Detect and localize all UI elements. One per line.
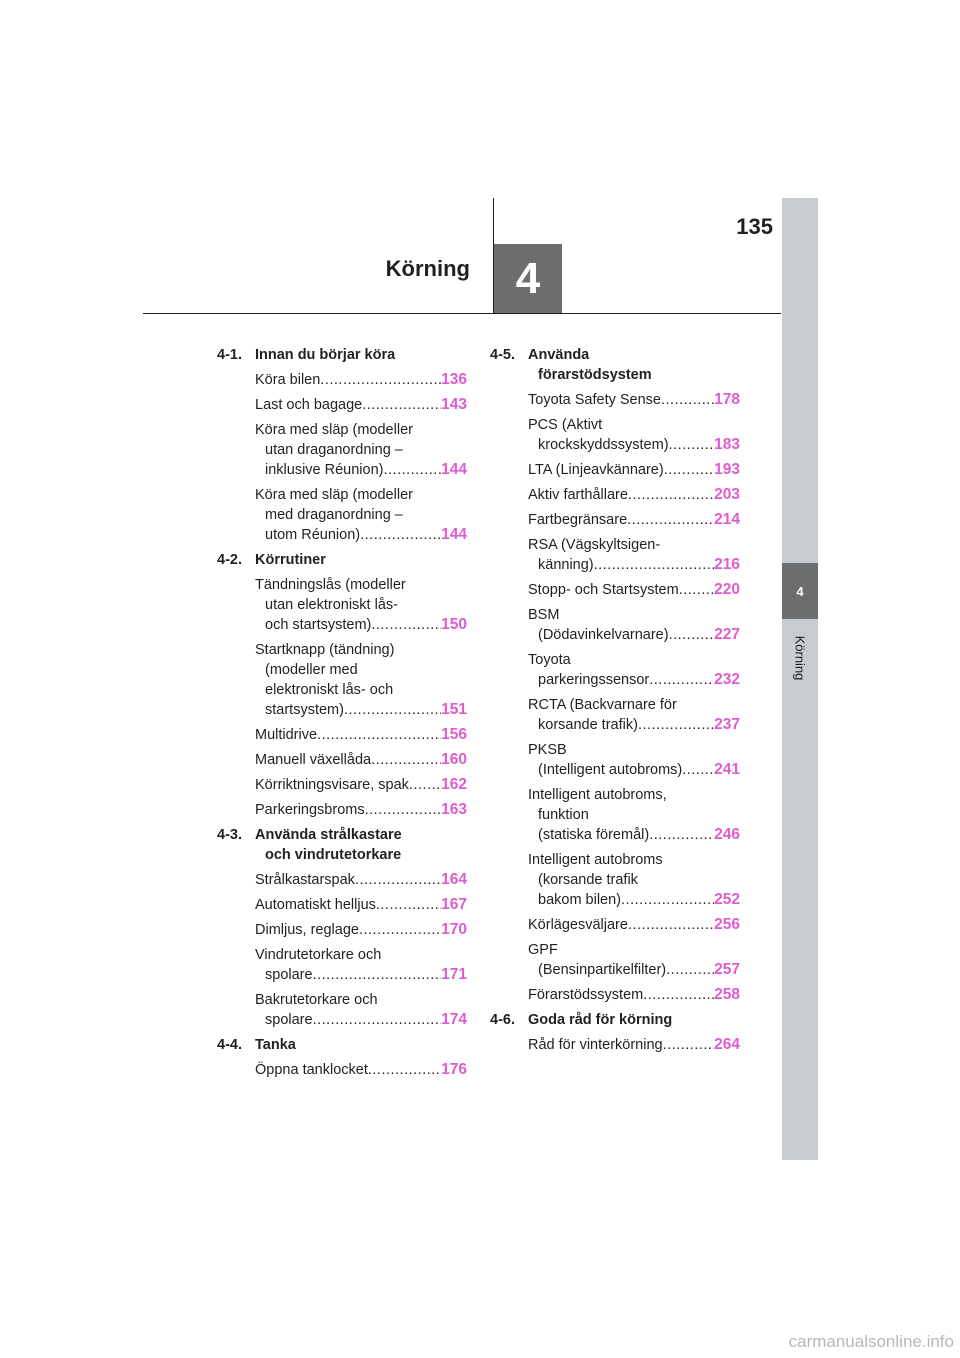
toc-section-title-line: förarstödsystem	[538, 367, 652, 383]
toc-page-link[interactable]: 237	[714, 716, 740, 733]
toc-entry[interactable]	[255, 895, 467, 915]
toc-entry[interactable]	[255, 990, 467, 1030]
toc-entry[interactable]	[528, 1035, 740, 1055]
dot-leader	[313, 965, 442, 985]
toc-page-link[interactable]: 151	[441, 701, 467, 718]
toc-entry-text: Parkeringsbroms	[255, 802, 365, 818]
toc-page-link[interactable]: 167	[441, 896, 467, 913]
dot-leader	[383, 460, 441, 480]
dot-leader	[638, 715, 714, 735]
toc-entry-line	[528, 740, 740, 760]
toc-entry[interactable]	[528, 460, 740, 480]
dot-leader	[661, 390, 714, 410]
toc-page-link[interactable]: 156	[441, 726, 467, 743]
toc-page-link[interactable]: 246	[714, 826, 740, 843]
toc-entry-line	[528, 1035, 740, 1055]
dot-leader	[621, 890, 714, 910]
toc-entry-line	[528, 715, 740, 735]
toc-entry-line	[528, 435, 740, 455]
toc-page-link[interactable]: 174	[441, 1011, 467, 1028]
toc-entry[interactable]	[528, 740, 740, 780]
toc-entry-text: Multidrive	[255, 727, 318, 743]
dot-leader	[368, 1060, 441, 1080]
toc-entry-text: Körriktningsvisare, spak	[255, 777, 409, 793]
dot-leader	[664, 460, 714, 480]
toc-entry-text: RCTA (Backvarnare för	[528, 697, 677, 713]
dot-leader	[313, 1010, 442, 1030]
toc-entry-line	[528, 390, 740, 410]
toc-entry-line	[528, 825, 740, 845]
toc-page-link[interactable]: 203	[714, 486, 740, 503]
toc-page-link[interactable]: 183	[714, 436, 740, 453]
toc-page-link[interactable]: 220	[714, 581, 740, 598]
dot-leader	[666, 960, 714, 980]
dot-leader	[362, 395, 441, 415]
toc-entry[interactable]	[255, 750, 467, 770]
toc-entry[interactable]	[528, 415, 740, 455]
toc-page-link[interactable]: 150	[441, 616, 467, 633]
toc-entry-line	[528, 510, 740, 530]
side-chapter-tab[interactable]: 4	[782, 563, 818, 619]
toc-entry-line	[528, 415, 740, 435]
dot-leader	[669, 435, 715, 455]
toc-entry-line	[528, 605, 740, 625]
toc-section-heading	[217, 345, 467, 365]
toc-entry-text: (modeller med	[265, 662, 358, 678]
toc-entry-line	[255, 505, 467, 525]
toc-entry[interactable]	[528, 695, 740, 735]
watermark: carmanualsonline.info	[788, 1332, 954, 1351]
toc-page-link[interactable]: 241	[714, 761, 740, 778]
dot-leader	[679, 580, 714, 600]
toc-entry-line	[255, 575, 467, 595]
toc-section-number: 4-3.	[217, 827, 242, 843]
toc-section-heading	[217, 825, 467, 865]
toc-entry[interactable]	[528, 785, 740, 845]
toc-entry-text: Last och bagage	[255, 397, 363, 413]
chapter-number-box: 4	[494, 244, 562, 313]
dot-leader	[409, 775, 441, 795]
toc-entry-line	[255, 640, 467, 660]
toc-page-link[interactable]: 164	[441, 871, 467, 888]
dot-leader	[359, 920, 441, 940]
toc-entry[interactable]	[255, 1060, 467, 1080]
toc-entry-line	[528, 940, 740, 960]
toc-section-title	[528, 345, 740, 385]
toc-section-title	[255, 550, 467, 570]
toc-entry-text: Stopp- och Startsystem	[528, 582, 679, 598]
toc-section-title-line: Tanka	[255, 1037, 296, 1053]
toc-entry-text: spolare	[265, 1012, 313, 1028]
toc-entry-text: Fartbegränsare	[528, 512, 628, 528]
toc-page-link[interactable]: 178	[714, 391, 740, 408]
toc-entry-line	[528, 960, 740, 980]
toc-entry[interactable]	[255, 370, 467, 390]
toc-entry[interactable]	[255, 575, 467, 635]
toc-entry-line	[528, 890, 740, 910]
side-chapter-label	[782, 628, 818, 688]
toc-entry-text: (statiska föremål)	[538, 827, 650, 843]
toc-entry-line	[528, 760, 740, 780]
toc-entry[interactable]	[528, 580, 740, 600]
toc-entry-line	[255, 725, 467, 745]
toc-entry-text: startsystem)	[265, 702, 344, 718]
toc-section-title	[255, 825, 467, 865]
toc-entry[interactable]	[255, 725, 467, 745]
side-chapter-label-text: Körning	[792, 635, 808, 681]
toc-entry-text: Öppna tanklocket	[255, 1062, 368, 1078]
dot-leader	[594, 555, 715, 575]
toc-entry[interactable]	[528, 850, 740, 910]
toc-entry-text: Bakrutetorkare och	[255, 992, 378, 1008]
toc-entry-line	[255, 485, 467, 505]
toc-section-heading	[217, 1035, 467, 1055]
toc-page-link[interactable]: 232	[714, 671, 740, 688]
toc-entry-text: spolare	[265, 967, 313, 983]
dot-leader	[628, 915, 714, 935]
toc-entry-text: Köra med släp (modeller	[255, 422, 413, 438]
dot-leader	[376, 895, 441, 915]
dot-leader	[355, 870, 441, 890]
toc-section-title-line: Använda strålkastare	[255, 827, 402, 843]
toc-entry-text: (Intelligent autobroms)	[538, 762, 683, 778]
toc-entry-line	[255, 800, 467, 820]
toc-entry-line	[528, 915, 740, 935]
toc-entry-line	[255, 1010, 467, 1030]
toc-entry-text: Körlägesväljare	[528, 917, 628, 933]
toc-entry-line	[255, 525, 467, 545]
toc-entry-text: parkeringssensor	[538, 672, 650, 688]
toc-entry[interactable]	[528, 510, 740, 530]
toc-entry-text: RSA (Vägskyltsigen-	[528, 537, 661, 553]
toc-entry-line	[255, 660, 467, 680]
toc-entry-text: (korsande trafik	[538, 872, 638, 888]
toc-section-heading	[490, 345, 740, 385]
toc-page-link[interactable]: 162	[441, 776, 467, 793]
toc-page-link[interactable]: 193	[714, 461, 740, 478]
toc-section-heading	[490, 1010, 740, 1030]
toc-entry-text: PCS (Aktivt	[528, 417, 603, 433]
dot-leader	[627, 510, 714, 530]
toc-entry[interactable]	[255, 870, 467, 890]
toc-entry-line	[528, 870, 740, 890]
toc-column-right	[490, 345, 740, 1060]
dot-leader	[643, 985, 714, 1005]
toc-entry-text: Köra med släp (modeller	[255, 487, 413, 503]
toc-entry[interactable]	[255, 945, 467, 985]
dot-leader	[649, 670, 714, 690]
toc-entry-text: med draganordning –	[265, 507, 403, 523]
toc-page-link[interactable]: 252	[714, 891, 740, 908]
toc-entry-line	[528, 670, 740, 690]
toc-entry-text: Tändningslås (modeller	[255, 577, 406, 593]
toc-page-link[interactable]: 171	[441, 966, 467, 983]
toc-page-link[interactable]: 170	[441, 921, 467, 938]
toc-entry-text: LTA (Linjeavkännare)	[528, 462, 664, 478]
toc-page-link[interactable]: 264	[714, 1036, 740, 1053]
toc-entry-line	[528, 555, 740, 575]
toc-entry-line	[255, 615, 467, 635]
toc-entry-text: Intelligent autobroms,	[528, 787, 667, 803]
toc-entry[interactable]	[255, 420, 467, 480]
toc-entry[interactable]	[255, 800, 467, 820]
toc-page-link[interactable]: 258	[714, 986, 740, 1003]
toc-entry-line	[528, 625, 740, 645]
toc-entry[interactable]	[528, 535, 740, 575]
toc-entry-line	[528, 650, 740, 670]
toc-section-title	[255, 1035, 467, 1055]
toc-page-link[interactable]: 256	[714, 916, 740, 933]
toc-entry[interactable]	[528, 915, 740, 935]
toc-entry-text: Förarstödssystem	[528, 987, 644, 1003]
toc-page-link[interactable]: 216	[714, 556, 740, 573]
toc-entry-line	[528, 535, 740, 555]
toc-page-link[interactable]: 160	[441, 751, 467, 768]
toc-page-link[interactable]: 176	[441, 1061, 467, 1078]
toc-entry-text: elektroniskt lås- och	[265, 682, 394, 698]
toc-entry-line	[528, 985, 740, 1005]
toc-page-link[interactable]: 227	[714, 626, 740, 643]
toc-entry-text: känning)	[538, 557, 594, 573]
toc-entry-text: Manuell växellåda	[255, 752, 372, 768]
toc-entry-line	[255, 595, 467, 615]
dot-leader	[344, 700, 441, 720]
toc-entry-text: Råd för vinterkörning	[528, 1037, 663, 1053]
toc-entry-line	[255, 1060, 467, 1080]
toc-entry-text: bakom bilen)	[538, 892, 622, 908]
toc-section-heading	[217, 550, 467, 570]
toc-entry-text: inklusive Réunion)	[265, 462, 384, 478]
toc-entry[interactable]	[528, 650, 740, 690]
page-number: 135	[736, 214, 773, 239]
toc-entry[interactable]	[528, 485, 740, 505]
toc-section-title	[528, 1010, 740, 1030]
toc-section-number: 4-5.	[490, 347, 515, 363]
toc-entry-text: Startknapp (tändning)	[255, 642, 395, 658]
toc-entry-line	[528, 485, 740, 505]
toc-entry-line	[255, 700, 467, 720]
toc-section-title-line: Körrutiner	[255, 552, 326, 568]
toc-entry-line	[255, 440, 467, 460]
toc-page-link[interactable]: 163	[441, 801, 467, 818]
toc-page-link[interactable]: 143	[441, 396, 467, 413]
toc-page-link[interactable]: 214	[714, 511, 740, 528]
toc-entry-line	[528, 460, 740, 480]
toc-entry-text: Toyota	[528, 652, 571, 668]
toc-entry-line	[255, 750, 467, 770]
dot-leader	[628, 485, 714, 505]
toc-entry-text: utan draganordning –	[265, 442, 403, 458]
toc-entry[interactable]	[528, 390, 740, 410]
toc-entry-text: BSM	[528, 607, 560, 623]
toc-entry-line	[528, 695, 740, 715]
toc-entry-text: Köra bilen	[255, 372, 321, 388]
toc-section-title	[255, 345, 467, 365]
dot-leader	[317, 725, 441, 745]
toc-entry-text: (Dödavinkelvarnare)	[538, 627, 669, 643]
toc-entry-text: och startsystem)	[265, 617, 372, 633]
toc-entry-text: Intelligent autobroms	[528, 852, 663, 868]
toc-column-left	[217, 345, 467, 1085]
toc-entry-line	[255, 370, 467, 390]
toc-page-link[interactable]: 257	[714, 961, 740, 978]
toc-entry-line	[255, 920, 467, 940]
toc-entry-line	[528, 805, 740, 825]
toc-entry-line	[255, 460, 467, 480]
toc-section-title-line: Använda	[528, 347, 590, 363]
toc-section-number: 4-6.	[490, 1012, 515, 1028]
dot-leader	[360, 525, 441, 545]
chapter-title: Körning	[385, 256, 470, 281]
toc-page-link[interactable]: 144	[441, 461, 467, 478]
dot-leader	[371, 750, 441, 770]
toc-page-link[interactable]: 136	[441, 371, 467, 388]
toc-entry-text: krockskyddssystem)	[538, 437, 669, 453]
toc-entry[interactable]	[255, 485, 467, 545]
toc-entry-text: utom Réunion)	[265, 527, 361, 543]
toc-entry-line	[255, 895, 467, 915]
dot-leader	[320, 370, 441, 390]
toc-entry-text: Dimljus, reglage	[255, 922, 359, 938]
dot-leader	[365, 800, 442, 820]
toc-entry[interactable]	[528, 940, 740, 980]
toc-entry[interactable]	[255, 775, 467, 795]
header-divider-horizontal	[143, 313, 781, 314]
toc-entry[interactable]	[255, 395, 467, 415]
toc-entry-text: Automatiskt helljus	[255, 897, 376, 913]
toc-entry-line	[255, 395, 467, 415]
toc-entry[interactable]	[528, 605, 740, 645]
toc-entry[interactable]	[255, 640, 467, 720]
toc-entry-line	[528, 785, 740, 805]
toc-entry[interactable]	[528, 985, 740, 1005]
toc-page-link[interactable]: 144	[441, 526, 467, 543]
dot-leader	[669, 625, 715, 645]
toc-section-title-line: Goda råd för körning	[528, 1012, 673, 1028]
dot-leader	[682, 760, 714, 780]
toc-entry-text: Strålkastarspak	[255, 872, 355, 888]
toc-entry-text: funktion	[538, 807, 589, 823]
toc-entry-text: (Bensinpartikelfilter)	[538, 962, 667, 978]
toc-section-number: 4-2.	[217, 552, 242, 568]
toc-entry-text: korsande trafik)	[538, 717, 638, 733]
toc-entry-line	[255, 680, 467, 700]
dot-leader	[663, 1035, 715, 1055]
toc-entry-line	[255, 945, 467, 965]
toc-entry-text: Vindrutetorkare och	[255, 947, 382, 963]
toc-section-title-line: och vindrutetorkare	[265, 847, 402, 863]
toc-entry-line	[255, 420, 467, 440]
toc-entry[interactable]	[255, 920, 467, 940]
toc-entry-line	[255, 870, 467, 890]
toc-section-number: 4-1.	[217, 347, 242, 363]
toc-section-title-line: Innan du börjar köra	[255, 347, 396, 363]
toc-entry-line	[528, 850, 740, 870]
dot-leader	[371, 615, 441, 635]
toc-entry-text: utan elektroniskt lås-	[265, 597, 398, 613]
toc-entry-line	[528, 580, 740, 600]
toc-entry-line	[255, 775, 467, 795]
toc-entry-text: Toyota Safety Sense	[528, 392, 661, 408]
toc-entry-line	[255, 965, 467, 985]
toc-entry-text: GPF	[528, 942, 558, 958]
toc-entry-text: Aktiv farthållare	[528, 487, 628, 503]
toc-section-number: 4-4.	[217, 1037, 242, 1053]
toc-entry-line	[255, 990, 467, 1010]
dot-leader	[649, 825, 714, 845]
toc-entry-text: PKSB	[528, 742, 567, 758]
